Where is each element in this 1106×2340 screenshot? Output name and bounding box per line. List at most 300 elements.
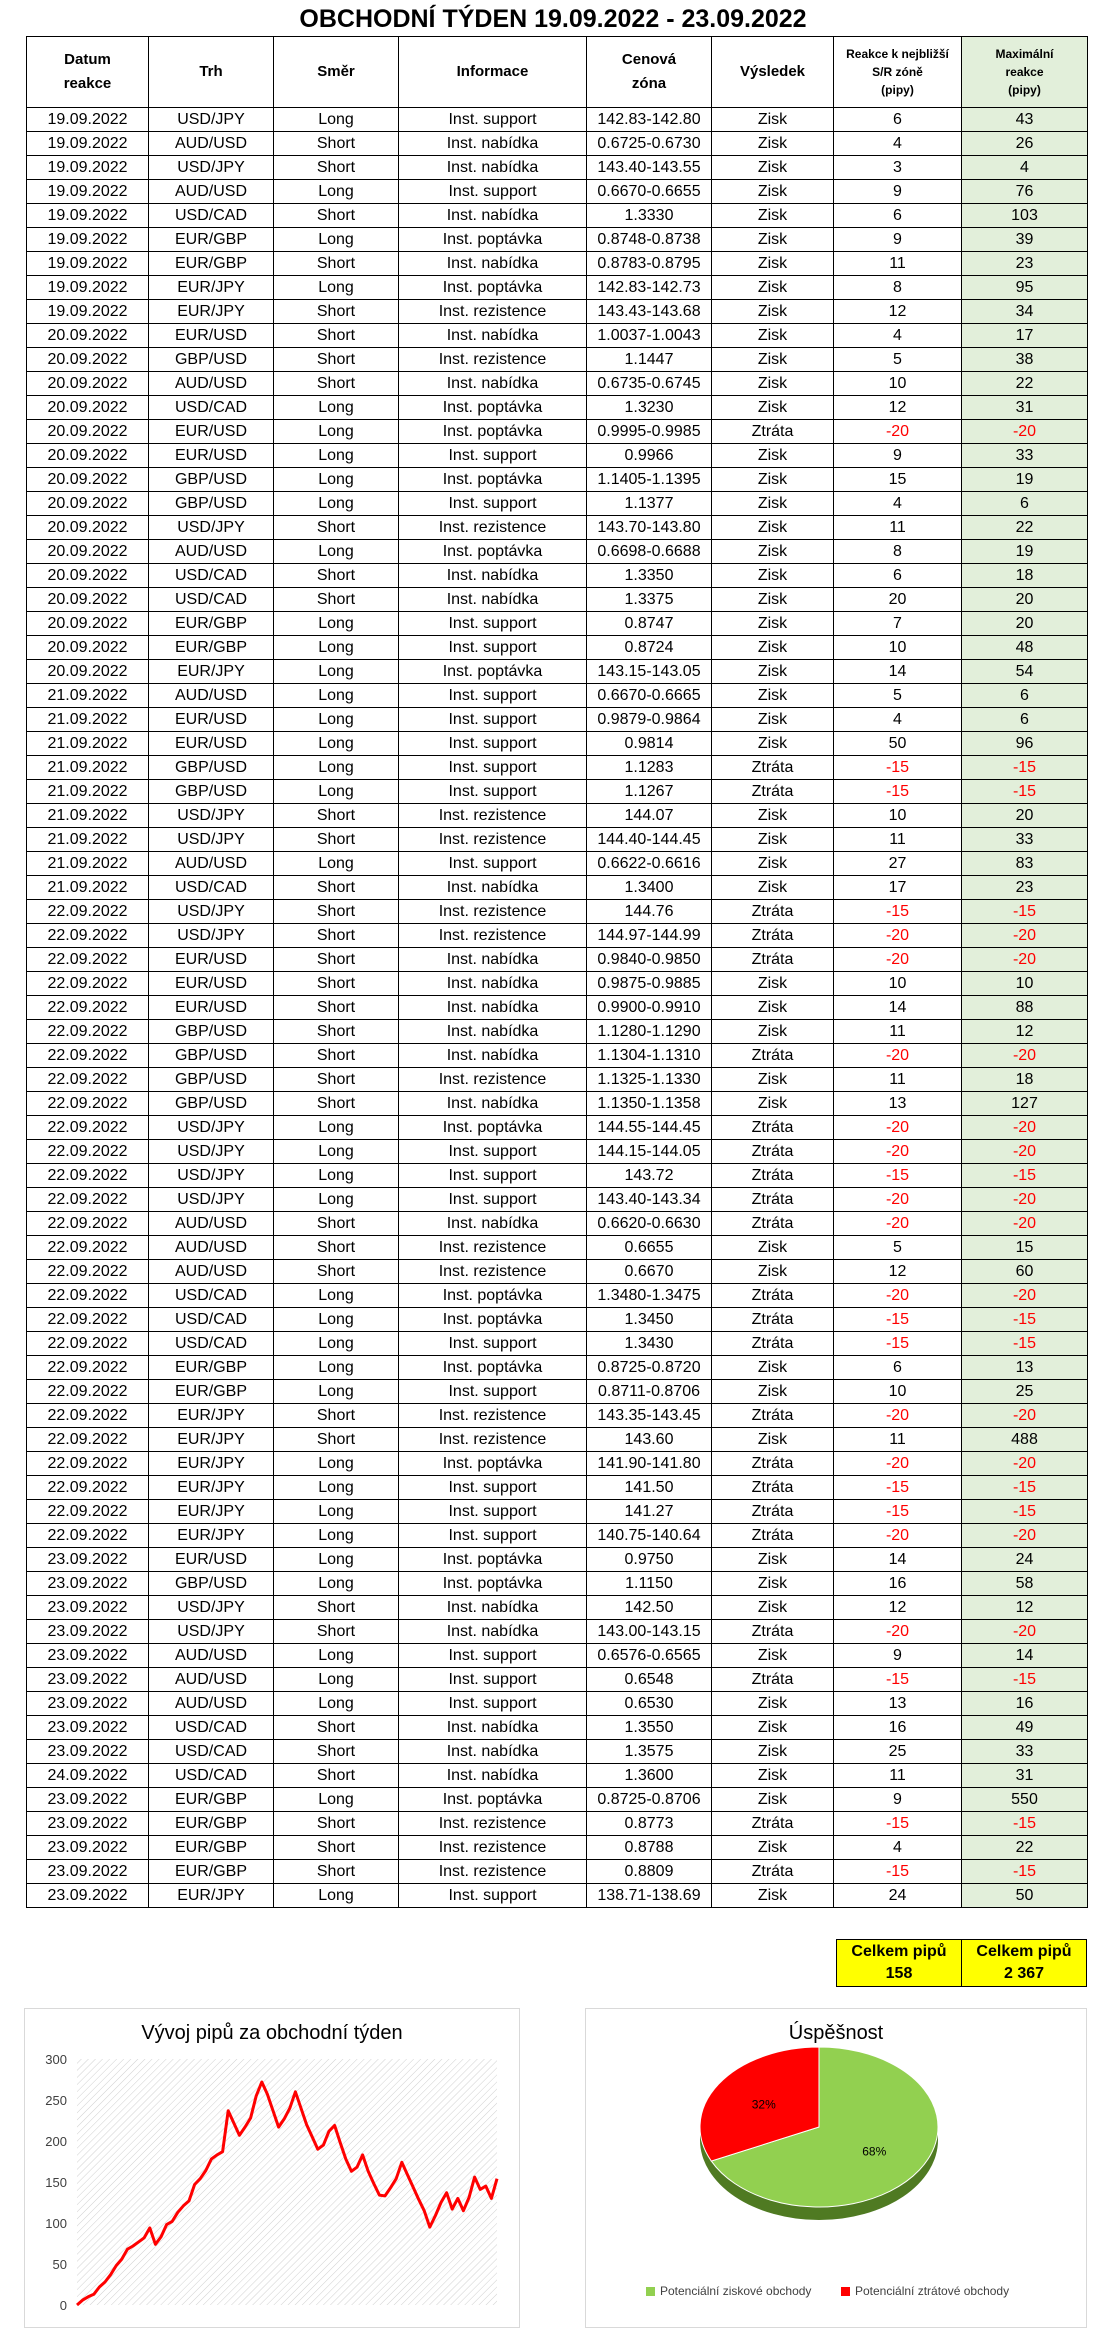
table-row (27, 444, 1088, 468)
cell-max-reaction: 18 (962, 1068, 1088, 1092)
cell-result: Ztráta (712, 780, 834, 804)
cell-pair: EUR/JPY (149, 1524, 274, 1548)
cell-direction: Long (274, 1476, 399, 1500)
table-row (27, 660, 1088, 684)
cell-pair: USD/CAD (149, 204, 274, 228)
cell-date: 22.09.2022 (27, 948, 149, 972)
table-row (27, 492, 1088, 516)
header-max-reaction: Maximální reakce (pipy) (962, 37, 1088, 108)
cell-zone: 142.50 (587, 1596, 712, 1620)
legend-swatch (841, 2287, 850, 2296)
cell-info: Inst. support (399, 684, 587, 708)
table-row (27, 1692, 1088, 1716)
cell-result: Zisk (712, 444, 834, 468)
cell-direction: Long (274, 612, 399, 636)
cell-info: Inst. rezistence (399, 1860, 587, 1884)
cell-max-reaction: -15 (962, 756, 1088, 780)
table-row (27, 1476, 1088, 1500)
cell-result: Ztráta (712, 1860, 834, 1884)
cell-direction: Long (274, 468, 399, 492)
cell-reaction: 24 (834, 1884, 962, 1908)
cell-info: Inst. poptávka (399, 396, 587, 420)
cell-direction: Short (274, 204, 399, 228)
cell-direction: Long (274, 1140, 399, 1164)
cell-direction: Long (274, 1668, 399, 1692)
cell-date: 22.09.2022 (27, 1260, 149, 1284)
cell-result: Zisk (712, 252, 834, 276)
table-row (27, 828, 1088, 852)
cell-direction: Short (274, 1020, 399, 1044)
cell-direction: Long (274, 492, 399, 516)
cell-pair: USD/JPY (149, 156, 274, 180)
cell-date: 19.09.2022 (27, 204, 149, 228)
cell-result: Zisk (712, 468, 834, 492)
line-chart-panel (24, 2008, 520, 2328)
cell-date: 22.09.2022 (27, 1236, 149, 1260)
cell-reaction: -15 (834, 1332, 962, 1356)
cell-reaction: 14 (834, 1548, 962, 1572)
table-row (27, 1860, 1088, 1884)
cell-info: Inst. poptávka (399, 1356, 587, 1380)
cell-max-reaction: 12 (962, 1020, 1088, 1044)
cell-reaction: 4 (834, 708, 962, 732)
cell-reaction: -15 (834, 1860, 962, 1884)
cell-pair: USD/CAD (149, 1308, 274, 1332)
cell-direction: Short (274, 588, 399, 612)
cell-info: Inst. support (399, 1476, 587, 1500)
cell-date: 22.09.2022 (27, 1380, 149, 1404)
cell-max-reaction: 25 (962, 1380, 1088, 1404)
cell-zone: 0.6670-0.6655 (587, 180, 712, 204)
cell-zone: 1.3450 (587, 1308, 712, 1332)
table-row (27, 516, 1088, 540)
cell-result: Ztráta (712, 1164, 834, 1188)
cell-zone: 0.8773 (587, 1812, 712, 1836)
cell-date: 23.09.2022 (27, 1668, 149, 1692)
table-row (27, 1524, 1088, 1548)
cell-date: 23.09.2022 (27, 1860, 149, 1884)
header-direction: Směr (274, 37, 399, 108)
pie-slice-label: 32% (751, 2097, 776, 2112)
cell-pair: AUD/USD (149, 1644, 274, 1668)
cell-zone: 0.9879-0.9864 (587, 708, 712, 732)
table-row (27, 1428, 1088, 1452)
plot-area (77, 2059, 497, 2305)
cell-reaction: -20 (834, 1284, 962, 1308)
table-row (27, 108, 1088, 132)
cell-max-reaction: -20 (962, 1524, 1088, 1548)
cell-date: 22.09.2022 (27, 1140, 149, 1164)
cell-reaction: 12 (834, 1260, 962, 1284)
cell-info: Inst. nabídka (399, 588, 587, 612)
cell-direction: Long (274, 708, 399, 732)
table-row (27, 1212, 1088, 1236)
cell-zone: 1.3430 (587, 1332, 712, 1356)
cell-reaction: 11 (834, 1020, 962, 1044)
table-row (27, 1572, 1088, 1596)
cell-date: 20.09.2022 (27, 492, 149, 516)
cell-zone: 141.27 (587, 1500, 712, 1524)
table-row (27, 852, 1088, 876)
cell-direction: Short (274, 1740, 399, 1764)
cell-pair: USD/CAD (149, 1332, 274, 1356)
cell-info: Inst. support (399, 1140, 587, 1164)
cell-reaction: 16 (834, 1572, 962, 1596)
cell-pair: USD/JPY (149, 1620, 274, 1644)
cell-max-reaction: 10 (962, 972, 1088, 996)
table-row (27, 1452, 1088, 1476)
cell-result: Zisk (712, 1788, 834, 1812)
cell-result: Ztráta (712, 420, 834, 444)
table-row (27, 1404, 1088, 1428)
cell-zone: 0.6735-0.6745 (587, 372, 712, 396)
cell-date: 21.09.2022 (27, 684, 149, 708)
cell-direction: Long (274, 1788, 399, 1812)
cell-direction: Long (274, 228, 399, 252)
table-row (27, 1548, 1088, 1572)
cell-direction: Long (274, 1884, 399, 1908)
cell-reaction: 14 (834, 660, 962, 684)
cell-pair: AUD/USD (149, 372, 274, 396)
cell-max-reaction: 18 (962, 564, 1088, 588)
table-row (27, 156, 1088, 180)
cell-pair: USD/JPY (149, 804, 274, 828)
cell-date: 23.09.2022 (27, 1716, 149, 1740)
cell-pair: EUR/USD (149, 708, 274, 732)
table-row (27, 396, 1088, 420)
cell-max-reaction: 33 (962, 444, 1088, 468)
cell-direction: Long (274, 540, 399, 564)
cell-date: 21.09.2022 (27, 804, 149, 828)
cell-reaction: 4 (834, 132, 962, 156)
cell-date: 22.09.2022 (27, 1116, 149, 1140)
cell-reaction: -15 (834, 900, 962, 924)
cell-zone: 0.9875-0.9885 (587, 972, 712, 996)
cell-date: 24.09.2022 (27, 1764, 149, 1788)
cell-result: Zisk (712, 1356, 834, 1380)
y-tick-label: 0 (59, 2298, 67, 2313)
cell-zone: 1.3330 (587, 204, 712, 228)
cell-direction: Long (274, 636, 399, 660)
cell-result: Zisk (712, 1644, 834, 1668)
cell-result: Ztráta (712, 756, 834, 780)
cell-date: 20.09.2022 (27, 372, 149, 396)
cell-reaction: 6 (834, 108, 962, 132)
line-chart (25, 2009, 519, 2327)
cell-date: 22.09.2022 (27, 1212, 149, 1236)
cell-zone: 0.6576-0.6565 (587, 1644, 712, 1668)
cell-zone: 0.9840-0.9850 (587, 948, 712, 972)
cell-direction: Short (274, 828, 399, 852)
cell-reaction: 4 (834, 1836, 962, 1860)
cell-zone: 141.90-141.80 (587, 1452, 712, 1476)
cell-pair: USD/CAD (149, 396, 274, 420)
cell-pair: EUR/USD (149, 972, 274, 996)
cell-max-reaction: -15 (962, 900, 1088, 924)
cell-zone: 1.3575 (587, 1740, 712, 1764)
cell-info: Inst. support (399, 1644, 587, 1668)
cell-date: 20.09.2022 (27, 420, 149, 444)
legend-label: Potenciální ziskové obchody (660, 2284, 812, 2298)
cell-direction: Long (274, 1284, 399, 1308)
legend-swatch (646, 2287, 655, 2296)
cell-info: Inst. nabídka (399, 324, 587, 348)
cell-pair: GBP/USD (149, 780, 274, 804)
cell-max-reaction: 16 (962, 1692, 1088, 1716)
table-row (27, 1092, 1088, 1116)
cell-reaction: 12 (834, 396, 962, 420)
cell-max-reaction: 33 (962, 1740, 1088, 1764)
cell-date: 20.09.2022 (27, 396, 149, 420)
cell-pair: GBP/USD (149, 1020, 274, 1044)
cell-zone: 0.9750 (587, 1548, 712, 1572)
cell-max-reaction: 488 (962, 1428, 1088, 1452)
cell-zone: 0.6548 (587, 1668, 712, 1692)
cell-date: 20.09.2022 (27, 468, 149, 492)
cell-zone: 0.8724 (587, 636, 712, 660)
cell-info: Inst. rezistence (399, 1836, 587, 1860)
cell-info: Inst. poptávka (399, 1788, 587, 1812)
cell-direction: Short (274, 372, 399, 396)
cell-max-reaction: 26 (962, 132, 1088, 156)
cell-pair: EUR/USD (149, 324, 274, 348)
cell-reaction: -15 (834, 1476, 962, 1500)
cell-max-reaction: -20 (962, 1044, 1088, 1068)
cell-reaction: -15 (834, 756, 962, 780)
cell-max-reaction: 60 (962, 1260, 1088, 1284)
cell-date: 23.09.2022 (27, 1620, 149, 1644)
cell-zone: 1.1447 (587, 348, 712, 372)
header-zone: Cenová zóna (587, 37, 712, 108)
cell-result: Zisk (712, 876, 834, 900)
cell-info: Inst. poptávka (399, 468, 587, 492)
cell-result: Zisk (712, 204, 834, 228)
cell-max-reaction: 22 (962, 1836, 1088, 1860)
cell-result: Zisk (712, 1692, 834, 1716)
cell-direction: Short (274, 972, 399, 996)
cell-direction: Short (274, 804, 399, 828)
cell-reaction: 6 (834, 564, 962, 588)
table-row (27, 372, 1088, 396)
cell-reaction: -15 (834, 1164, 962, 1188)
cell-date: 22.09.2022 (27, 1476, 149, 1500)
cell-pair: USD/CAD (149, 1764, 274, 1788)
cell-pair: EUR/GBP (149, 252, 274, 276)
cell-max-reaction: 6 (962, 492, 1088, 516)
cell-direction: Long (274, 276, 399, 300)
cell-result: Ztráta (712, 1044, 834, 1068)
cell-result: Zisk (712, 852, 834, 876)
cell-direction: Long (274, 1116, 399, 1140)
cell-max-reaction: 50 (962, 1884, 1088, 1908)
cell-max-reaction: 38 (962, 348, 1088, 372)
cell-reaction: 13 (834, 1692, 962, 1716)
cell-result: Ztráta (712, 948, 834, 972)
cell-result: Zisk (712, 1428, 834, 1452)
cell-pair: EUR/USD (149, 948, 274, 972)
table-row (27, 300, 1088, 324)
cell-date: 22.09.2022 (27, 1524, 149, 1548)
cell-result: Ztráta (712, 1812, 834, 1836)
cell-direction: Short (274, 1068, 399, 1092)
cell-result: Ztráta (712, 924, 834, 948)
cell-zone: 141.50 (587, 1476, 712, 1500)
cell-result: Zisk (712, 1716, 834, 1740)
cell-zone: 1.1405-1.1395 (587, 468, 712, 492)
cell-zone: 0.8747 (587, 612, 712, 636)
cell-direction: Long (274, 1548, 399, 1572)
cell-zone: 143.43-143.68 (587, 300, 712, 324)
cell-result: Ztráta (712, 1452, 834, 1476)
cell-info: Inst. support (399, 1188, 587, 1212)
cell-max-reaction: -15 (962, 1668, 1088, 1692)
cell-reaction: 10 (834, 804, 962, 828)
cell-reaction: 9 (834, 1788, 962, 1812)
table-row (27, 1284, 1088, 1308)
cell-result: Ztráta (712, 1332, 834, 1356)
cell-max-reaction: -15 (962, 1812, 1088, 1836)
cell-reaction: 9 (834, 228, 962, 252)
cell-max-reaction: 103 (962, 204, 1088, 228)
table-row (27, 972, 1088, 996)
cell-reaction: 15 (834, 468, 962, 492)
cell-result: Zisk (712, 156, 834, 180)
cell-zone: 0.6670 (587, 1260, 712, 1284)
table-row (27, 732, 1088, 756)
cell-reaction: 8 (834, 540, 962, 564)
cell-zone: 144.55-144.45 (587, 1116, 712, 1140)
cell-pair: EUR/USD (149, 1548, 274, 1572)
cell-zone: 1.1283 (587, 756, 712, 780)
cell-direction: Short (274, 252, 399, 276)
table-row (27, 468, 1088, 492)
cell-zone: 144.40-144.45 (587, 828, 712, 852)
cell-pair: USD/JPY (149, 516, 274, 540)
cell-max-reaction: 14 (962, 1644, 1088, 1668)
cell-direction: Short (274, 1836, 399, 1860)
cell-max-reaction: -15 (962, 1308, 1088, 1332)
cell-result: Zisk (712, 588, 834, 612)
cell-max-reaction: -20 (962, 1452, 1088, 1476)
cell-max-reaction: -20 (962, 1140, 1088, 1164)
cell-zone: 1.1325-1.1330 (587, 1068, 712, 1092)
cell-info: Inst. support (399, 636, 587, 660)
cell-zone: 1.3600 (587, 1764, 712, 1788)
cell-direction: Long (274, 420, 399, 444)
cell-direction: Short (274, 924, 399, 948)
cell-direction: Short (274, 1260, 399, 1284)
cell-zone: 143.35-143.45 (587, 1404, 712, 1428)
cell-date: 22.09.2022 (27, 996, 149, 1020)
cell-pair: GBP/USD (149, 492, 274, 516)
cell-date: 19.09.2022 (27, 252, 149, 276)
cell-zone: 0.6655 (587, 1236, 712, 1260)
cell-direction: Short (274, 1092, 399, 1116)
cell-pair: EUR/JPY (149, 660, 274, 684)
cell-date: 23.09.2022 (27, 1572, 149, 1596)
table-row (27, 924, 1088, 948)
cell-max-reaction: 34 (962, 300, 1088, 324)
cell-info: Inst. nabídka (399, 1596, 587, 1620)
table-row (27, 540, 1088, 564)
cell-info: Inst. poptávka (399, 1548, 587, 1572)
cell-pair: GBP/USD (149, 1092, 274, 1116)
cell-zone: 0.6670-0.6665 (587, 684, 712, 708)
cell-direction: Short (274, 348, 399, 372)
cell-result: Ztráta (712, 1140, 834, 1164)
total-max-cell: Celkem pipů 2 367 (962, 1940, 1087, 1987)
cell-info: Inst. nabídka (399, 252, 587, 276)
cell-result: Ztráta (712, 1404, 834, 1428)
cell-date: 19.09.2022 (27, 132, 149, 156)
cell-date: 19.09.2022 (27, 300, 149, 324)
y-tick-label: 300 (45, 2052, 67, 2067)
cell-max-reaction: -20 (962, 924, 1088, 948)
cell-info: Inst. rezistence (399, 516, 587, 540)
cell-reaction: 50 (834, 732, 962, 756)
cell-reaction: 9 (834, 180, 962, 204)
cell-date: 23.09.2022 (27, 1740, 149, 1764)
cell-reaction: 9 (834, 444, 962, 468)
cell-direction: Short (274, 900, 399, 924)
cell-result: Zisk (712, 276, 834, 300)
cell-info: Inst. nabídka (399, 1764, 587, 1788)
cell-zone: 0.8748-0.8738 (587, 228, 712, 252)
cell-reaction: 6 (834, 1356, 962, 1380)
cell-reaction: 10 (834, 372, 962, 396)
cell-zone: 0.6530 (587, 1692, 712, 1716)
cell-pair: USD/JPY (149, 828, 274, 852)
cell-direction: Long (274, 180, 399, 204)
cell-pair: EUR/GBP (149, 636, 274, 660)
cell-zone: 143.15-143.05 (587, 660, 712, 684)
cell-date: 22.09.2022 (27, 1092, 149, 1116)
cell-result: Zisk (712, 972, 834, 996)
table-row (27, 684, 1088, 708)
header-date: Datum reakce (27, 37, 149, 108)
cell-direction: Long (274, 1692, 399, 1716)
cell-date: 20.09.2022 (27, 516, 149, 540)
cell-pair: AUD/USD (149, 1212, 274, 1236)
table-row (27, 180, 1088, 204)
cell-direction: Short (274, 1764, 399, 1788)
header-result: Výsledek (712, 37, 834, 108)
cell-date: 21.09.2022 (27, 708, 149, 732)
cell-info: Inst. poptávka (399, 228, 587, 252)
cell-zone: 138.71-138.69 (587, 1884, 712, 1908)
cell-pair: EUR/JPY (149, 1452, 274, 1476)
cell-pair: USD/JPY (149, 1164, 274, 1188)
cell-reaction: 10 (834, 636, 962, 660)
cell-info: Inst. nabídka (399, 996, 587, 1020)
table-row (27, 1716, 1088, 1740)
cell-max-reaction: 6 (962, 684, 1088, 708)
cell-direction: Long (274, 396, 399, 420)
cell-pair: USD/JPY (149, 1188, 274, 1212)
cell-reaction: 7 (834, 612, 962, 636)
y-tick-label: 50 (52, 2257, 67, 2272)
cell-info: Inst. poptávka (399, 1116, 587, 1140)
cell-info: Inst. support (399, 1884, 587, 1908)
cell-zone: 1.1377 (587, 492, 712, 516)
table-row (27, 780, 1088, 804)
table-row (27, 1068, 1088, 1092)
cell-reaction: -15 (834, 1812, 962, 1836)
cell-reaction: 13 (834, 1092, 962, 1116)
cell-pair: EUR/GBP (149, 1836, 274, 1860)
cell-reaction: 11 (834, 1428, 962, 1452)
cell-info: Inst. poptávka (399, 1572, 587, 1596)
